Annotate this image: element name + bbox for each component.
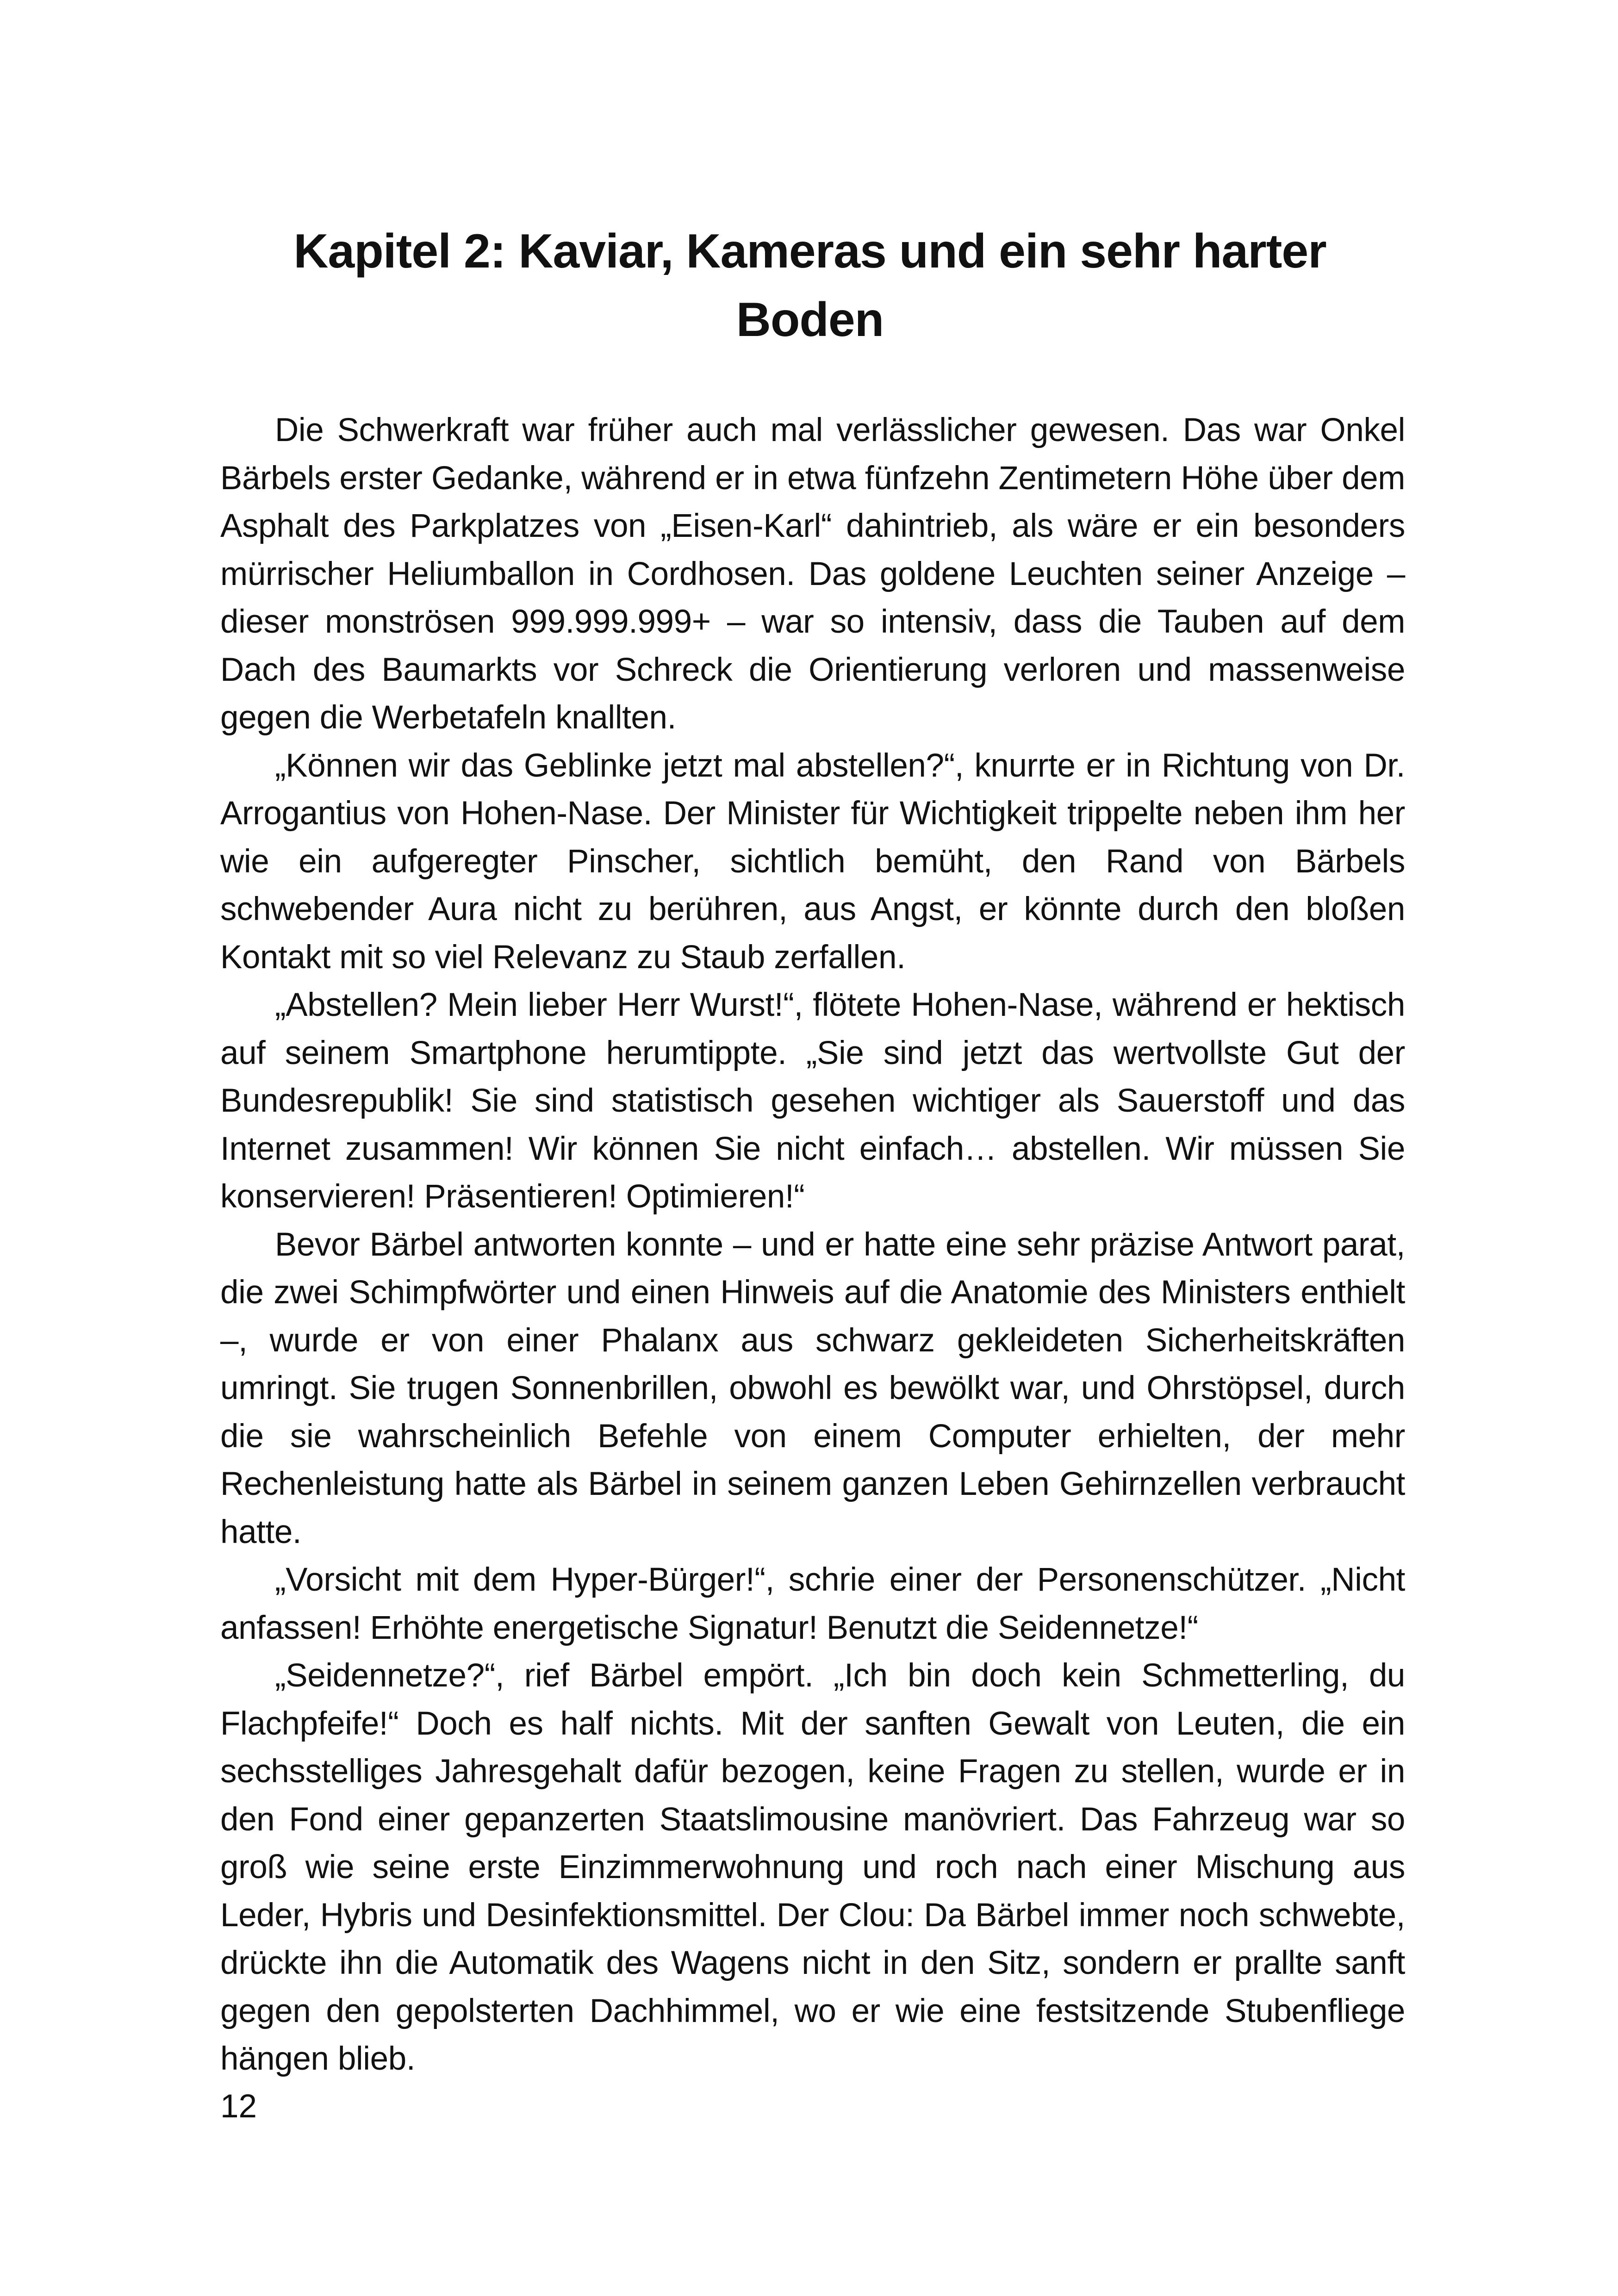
- page-number: 12: [220, 2088, 257, 2125]
- paragraph: „Abstellen? Mein lieber Herr Wurst!“, flötete Hohen-Nase, während er hektisch auf seinem Smartphone herumtippte. „Sie sind jetzt das wertvollste Gut der Bundesrepublik! Sie sind statistisch gesehen wichtiger als Sauerstoff und das Internet zusammen! Wir können Sie nicht einfach… abstellen. Wir müssen Sie konservieren! Präsentieren! Optimieren!“: [220, 987, 1405, 1215]
- paragraph: „Vorsicht mit dem Hyper-Bürger!“, schrie einer der Personenschützer. „Nicht anfassen! Erhöhte energetische Signatur! Benutzt die Seidennetze!“: [220, 1562, 1405, 1646]
- paragraph: „Können wir das Geblinke jetzt mal abstellen?“, knurrte er in Richtung von Dr. Arrogantius von Hohen-Nase. Der Minister für Wichtigkeit trippelte neben ihm her wie ein aufgeregter Pinscher, sichtlich bemüht, den Rand von Bärbels schwebender Aura nicht zu berühren, aus Angst, er könnte durch den bloßen Kontakt mit so viel Relevanz zu Staub zerfallen.: [220, 747, 1405, 976]
- paragraph: Bevor Bärbel antworten konnte – und er hatte eine sehr präzise Antwort parat, die zwei Schimpfwörter und einen Hinweis auf die Anatomie des Ministers enthielt –, wurde er von einer Phalanx aus schwarz gekleideten Sicherheitskräften umringt. Sie trugen Sonnenbrillen, obwohl es bewölkt war, und Ohrstöpsel, durch die sie wahrscheinlich Befehle von einem Computer erhielten, der mehr Rechenleistung hatte als Bärbel in seinem ganzen Leben Gehirnzellen verbraucht hatte.: [220, 1226, 1405, 1550]
- chapter-title: Kapitel 2: Kaviar, Kameras und ein sehr harter Boden: [293, 224, 1326, 347]
- paragraph: Die Schwerkraft war früher auch mal verlässlicher gewesen. Das war Onkel Bärbels erster Gedanke, während er in etwa fünfzehn Zentimetern Höhe über dem Asphalt des Parkplatzes von „Eisen-Karl“ dahintrieb, als wäre er ein besonders mürrischer Heliumballon in Cordhosen. Das goldene Leuchten seiner Anzeige – dieser monströsen 999.999.999+ – war so intensiv, dass die Tauben auf dem Dach des Baumarkts vor Schreck die Orientierung verloren und massenweise gegen die Werbetafeln knallten.: [220, 412, 1405, 736]
- chapter-body: [220, 406, 1405, 2083]
- paragraph: „Seidennetze?“, rief Bärbel empört. „Ich bin doch kein Schmetterling, du Flachpfeife!“ Doch es half nichts. Mit der sanften Gewalt von Leuten, die ein sechsstelliges Jahresgehalt dafür bezogen, keine Fragen zu stellen, wurde er in den Fond einer gepanzerten Staatslimousine manövriert. Das Fahrzeug war so groß wie seine erste Einzimmerwohnung und roch nach einer Mischung aus Leder, Hybris und Desinfektionsmittel. Der Clou: Da Bärbel immer noch schwebte, drückte ihn die Automatik des Wagens nicht in den Sitz, sondern er prallte sanft gegen den gepolsterten Dachhimmel, wo er wie eine festsitzende Stubenfliege hängen blieb.: [220, 1657, 1405, 2077]
